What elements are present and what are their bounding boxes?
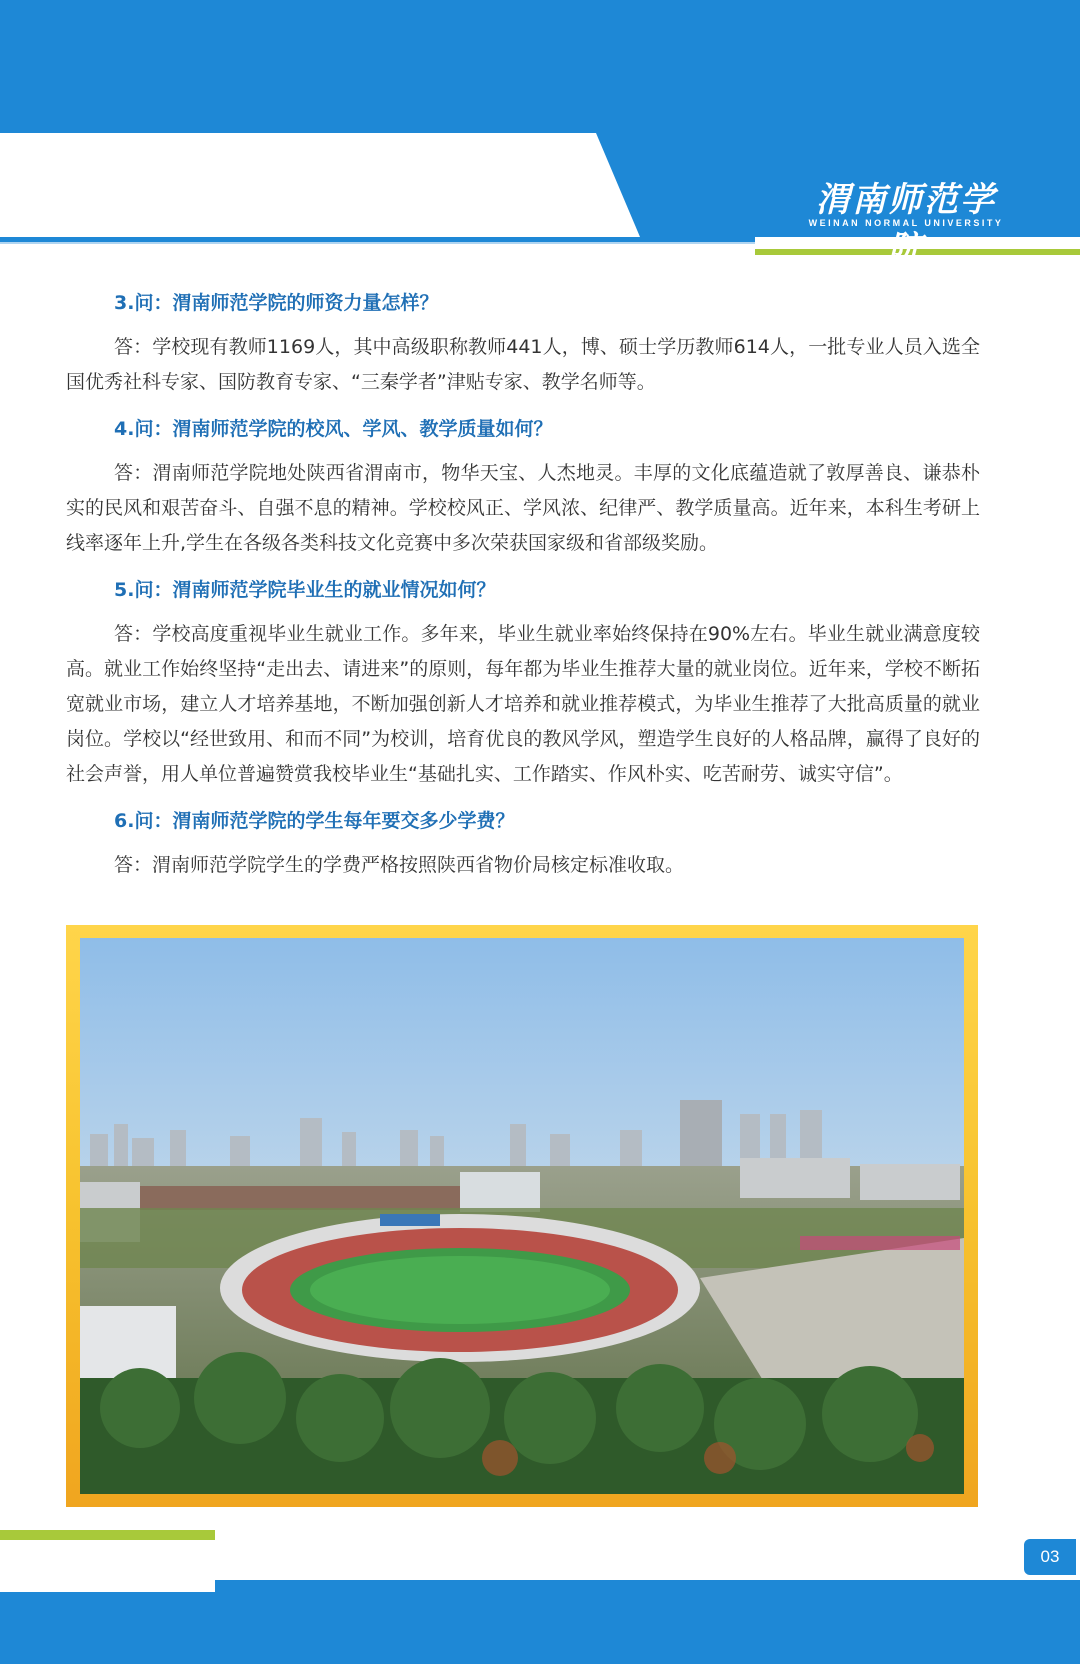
page-number: 03 — [1024, 1539, 1076, 1575]
faq-answer: 答：学校高度重视毕业生就业工作。多年来，毕业生就业率始终保持在90%左右。毕业生就业满意度较高。就业工作始终坚持“走出去、请进来”的原则，每年都为毕业生推荐大量的就业岗位。近年来，学校不断拓宽就业市场，建立人才培养基地，不断加强创新人才培养和就业推荐模式，为毕业生推荐了大批高质量的就业岗位。学校以“经世致用、和而不同”为校训，培育优良的教风学风，塑造学生良好的人格品牌，赢得了良好的社会声誉，用人单位普遍赞赏我校毕业生“基础扎实、工作踏实、作风朴实、吃苦耐劳、诚实守信”。 — [66, 623, 980, 785]
footer-banner-shape — [0, 1530, 1080, 1664]
faq-answer: 答：渭南师范学院地处陕西省渭南市，物华天宝、人杰地灵。丰厚的文化底蕴造就了敦厚善良、谦恭朴实的民风和艰苦奋斗、自强不息的精神。学校校风正、学风浓、纪律严、教学质量高。近年来，本科生考研上线率逐年上升,学生在各级各类科技文化竞赛中多次荣获国家级和省部级奖励。 — [66, 462, 980, 554]
page-footer — [0, 1530, 1080, 1664]
faq-question: 5.问：渭南师范学院毕业生的就业情况如何？ — [114, 579, 496, 601]
university-logo-title: 渭南师范学院 — [816, 180, 996, 269]
faq-answer: 答：学校现有教师1169人，其中高级职称教师441人，博、硕士学历教师614人，一批专业人员入选全国优秀社科专家、国防教育专家、“三秦学者”津贴专家、教学名师等。 — [66, 336, 980, 393]
campus-stadium-photo — [80, 938, 964, 1494]
campus-photo-frame — [66, 925, 978, 1507]
faq-question: 4.问：渭南师范学院的校风、学风、教学质量如何？ — [114, 418, 553, 440]
university-logo-subtitle: WEINAN NORMAL UNIVERSITY — [808, 218, 1004, 228]
faq-question: 3.问：渭南师范学院的师资力量怎样？ — [114, 292, 439, 314]
faq-answer: 答：渭南师范学院学生的学费严格按照陕西省物价局核定标准收取。 — [114, 854, 685, 876]
faq-section — [66, 286, 980, 895]
faq-question: 6.问：渭南师范学院的学生每年要交多少学费？ — [114, 810, 515, 832]
